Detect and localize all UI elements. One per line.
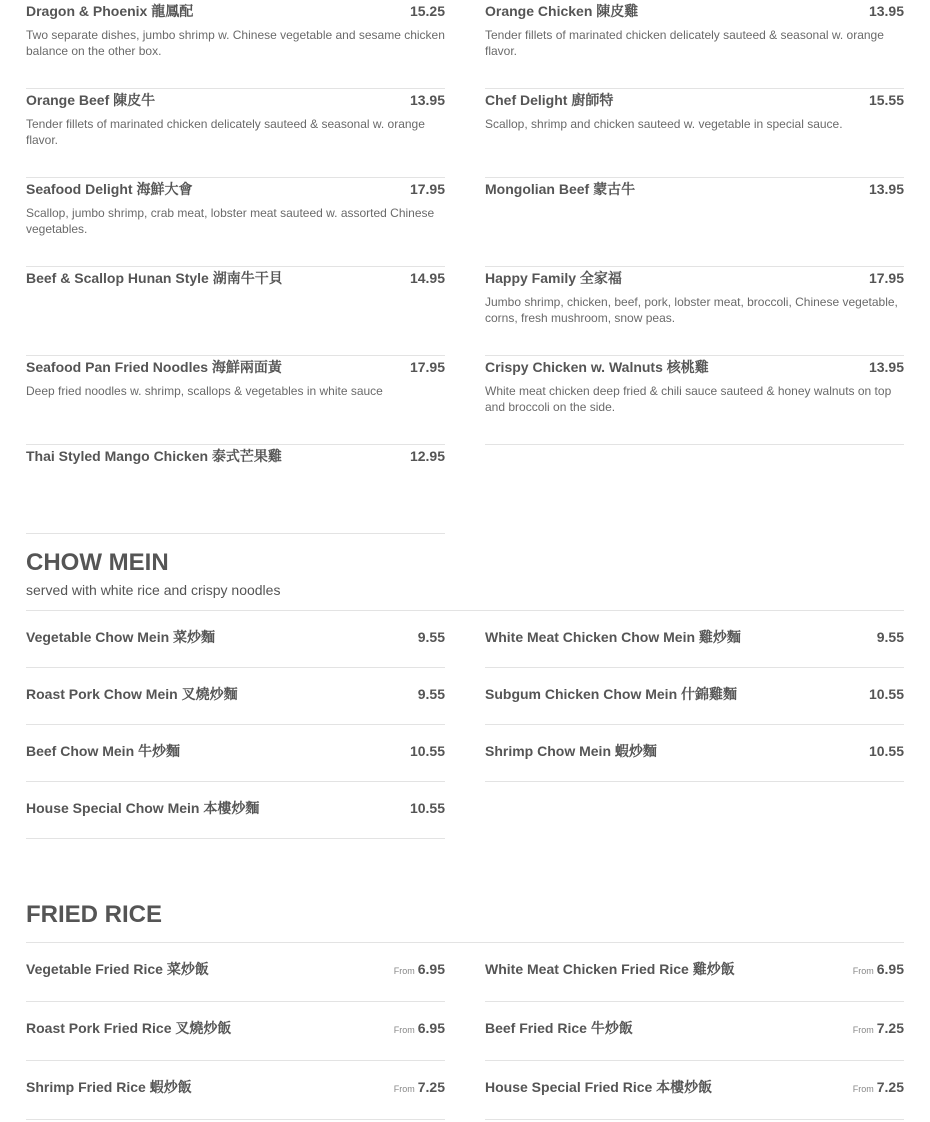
menu-item-header	[26, 962, 445, 976]
menu-item-header	[26, 182, 445, 196]
menu-item-name: Dragon & Phoenix 龍鳳配	[26, 3, 194, 19]
menu-item-price	[394, 1021, 445, 1035]
price-from-label: From	[393, 1025, 415, 1035]
menu-item-name: Beef Fried Rice 牛炒飯	[485, 1020, 633, 1036]
menu-item-name: House Special Fried Rice 本樓炒飯	[485, 1079, 713, 1095]
menu-item-price-value: 9.55	[417, 686, 445, 702]
menu-item-price-value: 7.25	[417, 1079, 445, 1095]
menu-item-price-value: 6.95	[417, 1020, 445, 1036]
menu-item-price	[869, 93, 904, 107]
menu-item-price-value: 9.55	[417, 629, 445, 645]
menu-item-price	[418, 687, 445, 701]
menu-item[interactable]	[26, 445, 445, 534]
menu-item-price-value: 10.55	[409, 743, 445, 759]
menu-item-price-value: 13.95	[409, 92, 445, 108]
menu-item-name: Beef Chow Mein 牛炒麵	[26, 743, 181, 759]
menu-item-header	[485, 687, 904, 701]
menu-item-price	[418, 630, 445, 644]
menu-item-header	[485, 93, 904, 107]
menu-item-price-value: 14.95	[409, 270, 445, 286]
menu-item-price	[410, 182, 445, 196]
menu-item-name: Thai Styled Mango Chicken 泰式芒果雞	[26, 448, 282, 464]
chow-mein-grid	[26, 611, 904, 839]
menu-item[interactable]	[26, 1002, 445, 1061]
menu-item-header	[485, 744, 904, 758]
menu-item[interactable]	[485, 1061, 904, 1120]
menu-item[interactable]	[26, 668, 445, 725]
menu-item-price	[410, 360, 445, 374]
menu-item-price-value: 17.95	[868, 270, 904, 286]
menu-item-header	[485, 962, 904, 976]
price-from-label: From	[852, 1025, 874, 1035]
menu-item-header	[485, 1021, 904, 1035]
price-from-label: From	[393, 1084, 415, 1094]
chow-mein-title: CHOW MEIN	[26, 549, 169, 576]
menu-item[interactable]	[26, 943, 445, 1002]
menu-item-header	[26, 687, 445, 701]
menu-item-price-value: 13.95	[868, 181, 904, 197]
menu-item-price	[394, 962, 445, 976]
menu-item-price	[869, 360, 904, 374]
menu-item-name: Vegetable Fried Rice 菜炒飯	[26, 961, 209, 977]
menu-item-header	[26, 1021, 445, 1035]
menu-item[interactable]	[485, 943, 904, 1002]
menu-item-header	[26, 801, 445, 815]
menu-item-name: Happy Family 全家福	[485, 270, 622, 286]
menu-item-name: Orange Beef 陳皮牛	[26, 92, 156, 108]
price-from-label: From	[852, 1084, 874, 1094]
menu-item-header	[26, 449, 445, 463]
menu-item-header	[485, 271, 904, 285]
menu-item-price	[877, 630, 904, 644]
menu-item-description: Two separate dishes, jumbo shrimp w. Chinese vegetable and sesame chicken balance on the other box.	[26, 28, 445, 58]
menu-item-price	[410, 93, 445, 107]
menu-item-description: Deep fried noodles w. shrimp, scallops & vegetables in white sauce	[26, 384, 383, 398]
menu-item-description: Tender fillets of marinated chicken delicately sauteed & seasonal w. orange flavor.	[485, 28, 884, 58]
menu-item-price-value: 15.55	[868, 92, 904, 108]
menu-item-price	[869, 744, 904, 758]
menu-item-price-value: 15.25	[409, 3, 445, 19]
menu-item-price-value: 7.25	[876, 1020, 904, 1036]
menu-item-name: Subgum Chicken Chow Mein 什錦雞麵	[485, 686, 738, 702]
menu-item-header	[485, 630, 904, 644]
menu-item-price-value: 17.95	[409, 359, 445, 375]
menu-item-price-value: 13.95	[868, 3, 904, 19]
menu-item[interactable]	[26, 782, 445, 839]
menu-item-name: Roast Pork Chow Mein 叉燒炒麵	[26, 686, 238, 702]
menu-item-price	[410, 271, 445, 285]
menu-item-price	[394, 1080, 445, 1094]
specials-grid	[26, 0, 904, 534]
menu-item-header	[485, 1080, 904, 1094]
menu-item-price	[410, 744, 445, 758]
menu-item-header	[26, 271, 445, 285]
menu-item-price	[410, 801, 445, 815]
menu-item-name: Crispy Chicken w. Walnuts 核桃雞	[485, 359, 709, 375]
menu-item-price-value: 12.95	[409, 448, 445, 464]
menu-item-header	[26, 630, 445, 644]
menu-item[interactable]	[485, 1002, 904, 1061]
menu-item[interactable]	[485, 725, 904, 782]
menu-item-description: Scallop, jumbo shrimp, crab meat, lobster meat sauteed w. assorted Chinese vegetables.	[26, 206, 435, 236]
menu-item-price	[869, 4, 904, 18]
menu-item[interactable]	[485, 267, 904, 356]
menu-item-price-value: 7.25	[876, 1079, 904, 1095]
menu-item-header	[485, 360, 904, 374]
menu-item-header	[485, 4, 904, 18]
menu-item-name: Beef & Scallop Hunan Style 湖南牛干貝	[26, 270, 283, 286]
price-from-label: From	[393, 966, 415, 976]
menu-item[interactable]	[485, 356, 904, 445]
menu-item-header	[26, 744, 445, 758]
menu-item[interactable]	[26, 89, 445, 178]
menu-item-name: Seafood Pan Fried Noodles 海鮮兩面黃	[26, 359, 282, 375]
menu-item-price-value: 10.55	[868, 686, 904, 702]
menu-item[interactable]	[485, 178, 904, 267]
menu-item-description: Jumbo shrimp, chicken, beef, pork, lobster meat, broccoli, Chinese vegetable, corns, fresh mushroom, snow peas.	[485, 295, 898, 325]
menu-item[interactable]	[26, 0, 445, 89]
menu-item-name: Shrimp Chow Mein 蝦炒麵	[485, 743, 657, 759]
chow-mein-subtitle: served with white rice and crispy noodles	[26, 582, 281, 598]
menu-item[interactable]	[26, 725, 445, 782]
menu-item-price	[869, 687, 904, 701]
menu-item-name: House Special Chow Mein 本樓炒麵	[26, 800, 260, 816]
price-from-label: From	[852, 966, 874, 976]
menu-item[interactable]	[26, 1061, 445, 1120]
menu-item-price	[869, 182, 904, 196]
menu-item-price	[869, 271, 904, 285]
menu-item-header	[26, 93, 445, 107]
menu-item[interactable]	[485, 611, 904, 668]
fried-rice-grid	[26, 943, 904, 1120]
menu-item-name: Orange Chicken 陳皮雞	[485, 3, 639, 19]
menu-item-price	[410, 449, 445, 463]
menu-item-price	[410, 4, 445, 18]
menu-item[interactable]	[26, 267, 445, 356]
menu-item-name: White Meat Chicken Chow Mein 雞炒麵	[485, 629, 741, 645]
menu-item[interactable]	[26, 178, 445, 267]
menu-item-description: White meat chicken deep fried & chili sauce sauteed & honey walnuts on top and broccoli on the side.	[485, 384, 892, 414]
fried-rice-title: FRIED RICE	[26, 901, 163, 928]
menu-item-name: White Meat Chicken Fried Rice 雞炒飯	[485, 961, 735, 977]
menu-item-name: Roast Pork Fried Rice 叉燒炒飯	[26, 1020, 232, 1036]
menu-item-name: Shrimp Fried Rice 蝦炒飯	[26, 1079, 192, 1095]
menu-item-header	[26, 360, 445, 374]
menu-item-price	[853, 1080, 904, 1094]
menu-item-price-value: 10.55	[868, 743, 904, 759]
menu-item-name: Chef Delight 廚師特	[485, 92, 614, 108]
menu-item-price-value: 13.95	[868, 359, 904, 375]
menu-item[interactable]	[485, 668, 904, 725]
menu-item-price-value: 6.95	[876, 961, 904, 977]
menu-item-description: Tender fillets of marinated chicken delicately sauteed & seasonal w. orange flavor.	[26, 117, 425, 147]
menu-item-header	[485, 182, 904, 196]
menu-item-header	[26, 1080, 445, 1094]
menu-item-header	[26, 4, 445, 18]
menu-item[interactable]	[485, 0, 904, 89]
menu-item-price-value: 6.95	[417, 961, 445, 977]
menu-item[interactable]	[26, 611, 445, 668]
menu-item-price	[853, 962, 904, 976]
menu-item-price	[853, 1021, 904, 1035]
menu-item-name: Vegetable Chow Mein 菜炒麵	[26, 629, 216, 645]
menu-item-name: Mongolian Beef 蒙古牛	[485, 181, 636, 197]
menu-item-name: Seafood Delight 海鮮大會	[26, 181, 193, 197]
menu-item-price-value: 10.55	[409, 800, 445, 816]
menu-item-price-value: 9.55	[876, 629, 904, 645]
menu-item-price-value: 17.95	[409, 181, 445, 197]
menu-item[interactable]	[26, 356, 445, 445]
menu-item-description: Scallop, shrimp and chicken sauteed w. vegetable in special sauce.	[485, 117, 843, 131]
menu-item[interactable]	[485, 89, 904, 178]
